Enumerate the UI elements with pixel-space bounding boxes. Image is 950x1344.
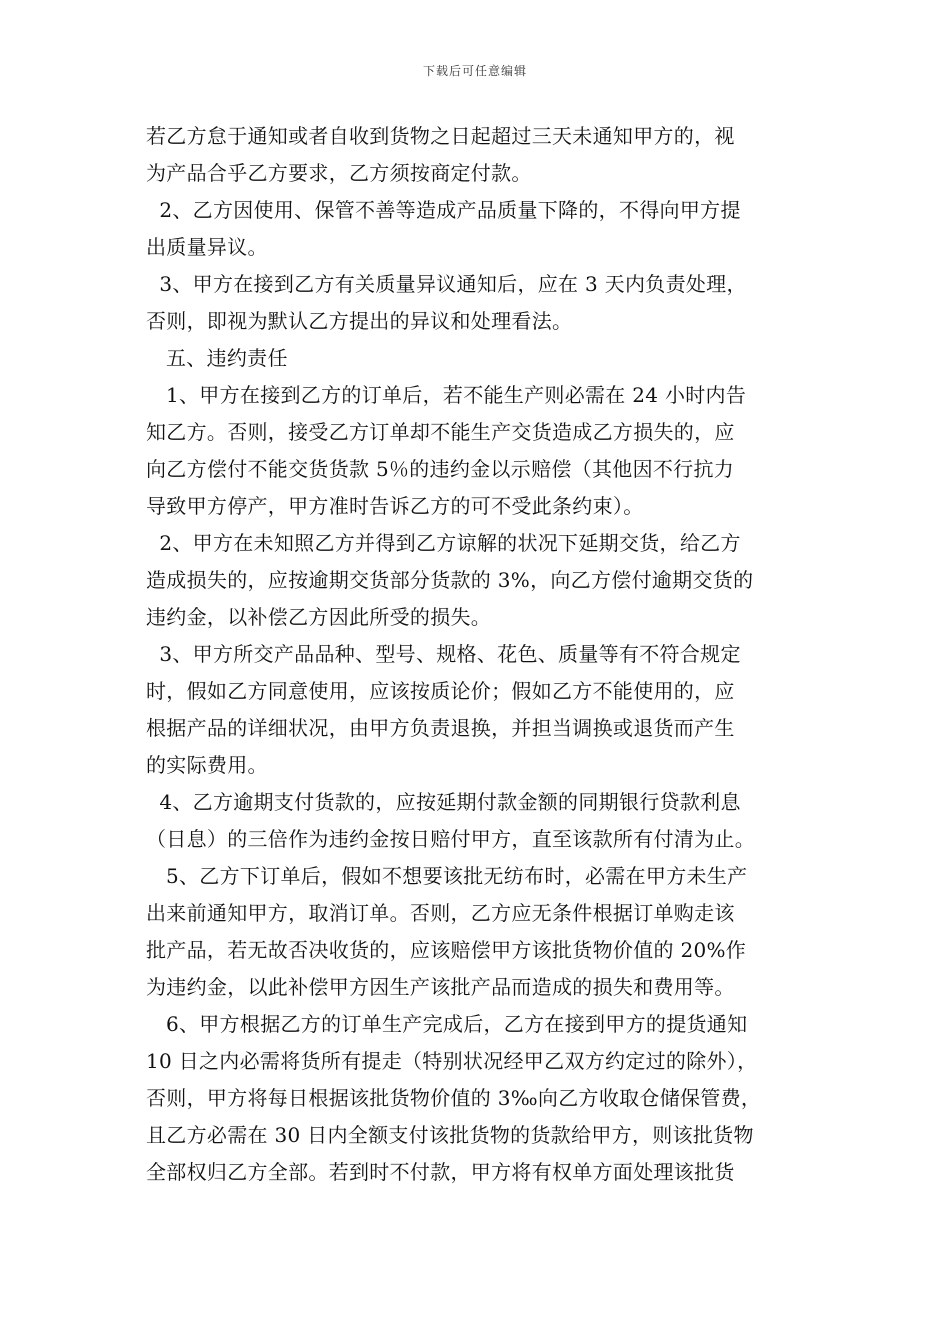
text-line: 导致甲方停产，甲方准时告诉乙方的可不受此条约束）。 [146,494,644,518]
text-line: 造成损失的，应按逾期交货部分货款的 3%，向乙方偿付逾期交货的 [146,568,754,592]
text-line: 6、甲方根据乙方的订单生产完成后，乙方在接到甲方的提货通知 [146,1012,748,1036]
text-line: 根据产品的详细状况，由甲方负责退换，并担当调换或退货而产生 [146,716,735,740]
text-line: 2、乙方因使用、保管不善等造成产品质量下降的，不得向甲方提 [146,198,741,222]
text-line: 时，假如乙方同意使用，应该按质论价；假如乙方不能使用的，应 [146,679,735,703]
text-line: 否则，即视为默认乙方提出的异议和处理看法。 [146,309,573,333]
text-line: 3、甲方在接到乙方有关质量异议通知后，应在 3 天内负责处理， [146,272,747,296]
text-line: 10 日之内必需将货所有提走（特别状况经甲乙双方约定过的除外）， [146,1049,758,1073]
text-line: 向乙方偿付不能交货货款 5％的违约金以示赔偿（其他因不行抗力 [146,457,735,481]
text-line: 出质量异议。 [146,235,268,259]
text-line: 5、乙方下订单后，假如不想要该批无纺布时，必需在甲方未生产 [146,864,748,888]
text-line: 为产品合乎乙方要求，乙方须按商定付款。 [146,161,532,185]
section-heading: 五、违约责任 [146,346,288,370]
text-line: 的实际费用。 [146,753,268,777]
text-line: 若乙方怠于通知或者自收到货物之日起超过三天未通知甲方的，视 [146,124,735,148]
text-line: 知乙方。否则，接受乙方订单却不能生产交货造成乙方损失的，应 [146,420,735,444]
text-line: 全部权归乙方全部。若到时不付款，甲方将有权单方面处理该批货 [146,1160,735,1184]
page-header: 下载后可任意编辑 [422,64,527,78]
text-line: 批产品，若无故否决收货的，应该赔偿甲方该批货物价值的 20%作 [146,938,747,962]
text-line: （日息）的三倍作为违约金按日赔付甲方，直至该款所有付清为止。 [146,827,755,851]
text-line: 否则，甲方将每日根据该批货物价值的 3‰向乙方收取仓储保管费， [146,1086,762,1110]
text-line: 3、甲方所交产品品种、型号、规格、花色、质量等有不符合规定 [146,642,741,666]
document-body [146,118,810,1191]
text-line: 且乙方必需在 30 日内全额支付该批货物的货款给甲方，则该批货物 [146,1123,754,1147]
text-line: 违约金，以补偿乙方因此所受的损失。 [146,605,492,629]
text-line: 1、甲方在接到乙方的订单后，若不能生产则必需在 24 小时内告 [146,383,747,407]
text-line: 2、甲方在未知照乙方并得到乙方谅解的状况下延期交货，给乙方 [146,531,741,555]
text-line: 4、乙方逾期支付货款的，应按延期付款金额的同期银行贷款利息 [146,790,741,814]
text-line: 出来前通知甲方，取消订单。否则，乙方应无条件根据订单购走该 [146,901,735,925]
text-line: 为违约金，以此补偿甲方因生产该批产品而造成的损失和费用等。 [146,975,735,999]
